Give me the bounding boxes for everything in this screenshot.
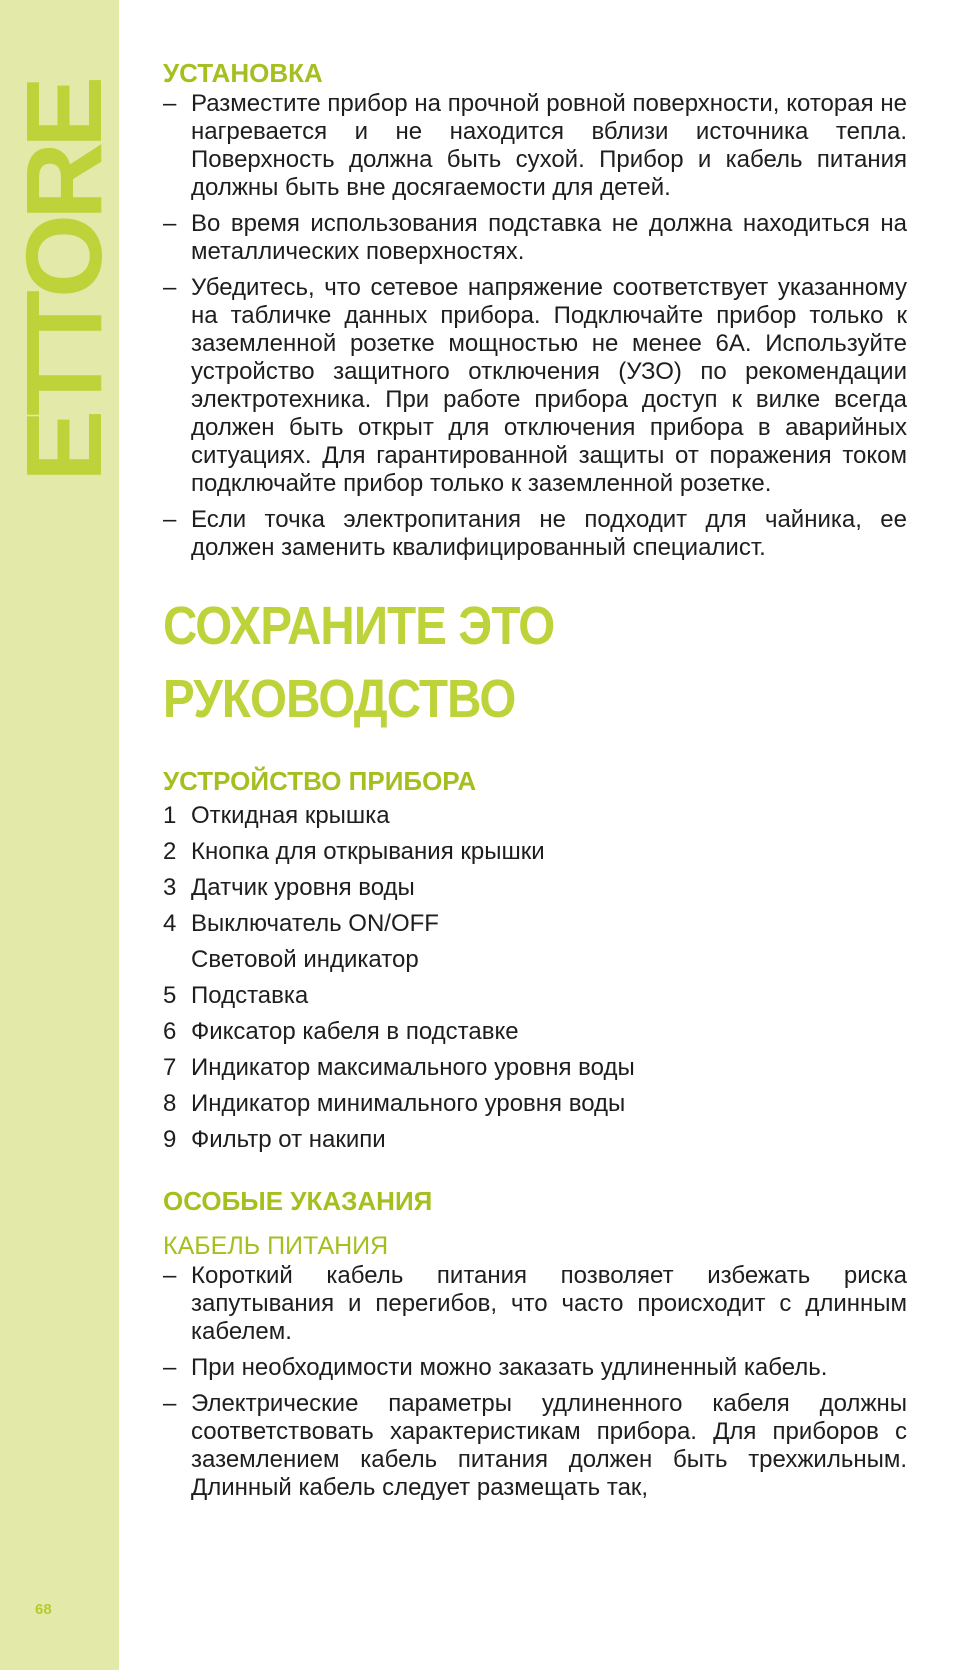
list-item — [163, 506, 907, 562]
device-heading: УСТРОЙСТВО ПРИБОРА — [163, 766, 477, 796]
dash-marker: – — [163, 1354, 177, 1381]
list-item-text: Если точка электропитания не подходит для чайника, ее должен заменить квалифицированный специалист. — [191, 506, 907, 561]
list-item-text: Разместите прибор на прочной ровной поверхности, которая не нагревается и не находится вблизи источника тепла. Поверхность должна быть сухой. Прибор и кабель питания должны быть вне досягаемости для детей. — [191, 90, 907, 201]
list-item-text: Фиксатор кабеля в подставке — [191, 1018, 519, 1045]
list-item — [163, 1014, 907, 1050]
dash-marker: – — [163, 506, 177, 533]
list-item — [163, 1050, 907, 1086]
install-heading: УСТАНОВКА — [163, 58, 323, 88]
dash-marker: – — [163, 1390, 177, 1417]
save-manual-title-line2: РУКОВОДСТВО — [163, 669, 516, 729]
page-number: 68 — [35, 1601, 52, 1618]
list-item-text: Во время использования подставка не должна находиться на металлических поверхностях. — [191, 210, 907, 265]
list-item — [163, 1262, 907, 1346]
list-item — [163, 1390, 907, 1502]
item-number: 9 — [163, 1126, 177, 1153]
list-item-text: Датчик уровня воды — [191, 874, 415, 901]
list-item-text: Электрические параметры удлиненного кабеля должны соответствовать характеристикам прибора. Для приборов с заземлением кабель питания должен быть трехжильным. Длинный кабель следует размещать так, — [191, 1390, 907, 1501]
list-item — [163, 1354, 907, 1382]
power-cable-subheading: КАБЕЛЬ ПИТАНИЯ — [163, 1232, 389, 1260]
item-number: 2 — [163, 838, 177, 865]
list-item — [163, 90, 907, 202]
item-number: 6 — [163, 1018, 177, 1045]
item-number: 7 — [163, 1054, 177, 1081]
list-item-text: Откидная крышка — [191, 802, 390, 829]
item-number: 4 — [163, 910, 177, 937]
list-item-text: Короткий кабель питания позволяет избежать риска запутывания и перегибов, что часто происходит с длинным кабелем. — [191, 1262, 907, 1345]
install-list — [163, 90, 907, 562]
dash-marker: – — [163, 210, 177, 237]
brand-logo-wrap — [3, 62, 124, 482]
list-item-text: Фильтр от накипи — [191, 1126, 386, 1153]
list-item-text: Выключатель ON/OFF — [191, 910, 439, 937]
item-number: 5 — [163, 982, 177, 1009]
list-item-text: Подставка — [191, 982, 309, 1009]
special-instructions-heading: ОСОБЫЕ УКАЗАНИЯ — [163, 1186, 433, 1216]
save-manual-title-line1: СОХРАНИТЕ ЭТО — [163, 596, 555, 656]
list-item-text: При необходимости можно заказать удлиненный кабель. — [191, 1354, 828, 1381]
list-item-text: Индикатор максимального уровня воды — [191, 1054, 635, 1081]
list-item-text: Световой индикатор — [191, 946, 419, 973]
item-number: 3 — [163, 874, 177, 901]
list-item-text: Индикатор минимального уровня воды — [191, 1090, 626, 1117]
list-item-text: Убедитесь, что сетевое напряжение соответствует указанному на табличке данных прибора. Подключайте прибор только к заземленной розетке мощностью не менее 6А. Используйте устройство защитного отключения (УЗО) по рекомендации электротехника. При работе прибора доступ к вилке всегда должен быть открыт для отключения прибора в аварийных ситуациях. Для гарантированной защиты от поражения током подключайте прибор только к заземленной розетке. — [191, 274, 907, 497]
page-content — [163, 56, 907, 1510]
list-item — [163, 1086, 907, 1122]
item-number: 1 — [163, 802, 177, 829]
list-item — [163, 1122, 907, 1158]
item-number: 8 — [163, 1090, 177, 1117]
list-item — [163, 978, 907, 1014]
save-manual-title — [163, 590, 907, 736]
dash-marker: – — [163, 1262, 177, 1289]
list-item — [163, 274, 907, 498]
dash-marker: – — [163, 90, 177, 117]
list-item — [163, 798, 907, 834]
list-item — [163, 870, 907, 906]
dash-marker: – — [163, 274, 177, 301]
list-item — [163, 906, 907, 942]
sidebar — [0, 0, 124, 1670]
list-item-text: Кнопка для открывания крышки — [191, 838, 545, 865]
list-item — [163, 942, 907, 978]
list-item — [163, 834, 907, 870]
brand-logo: ETTORE — [3, 81, 124, 482]
device-parts-list — [163, 798, 907, 1158]
power-cable-list — [163, 1262, 907, 1502]
list-item — [163, 210, 907, 266]
